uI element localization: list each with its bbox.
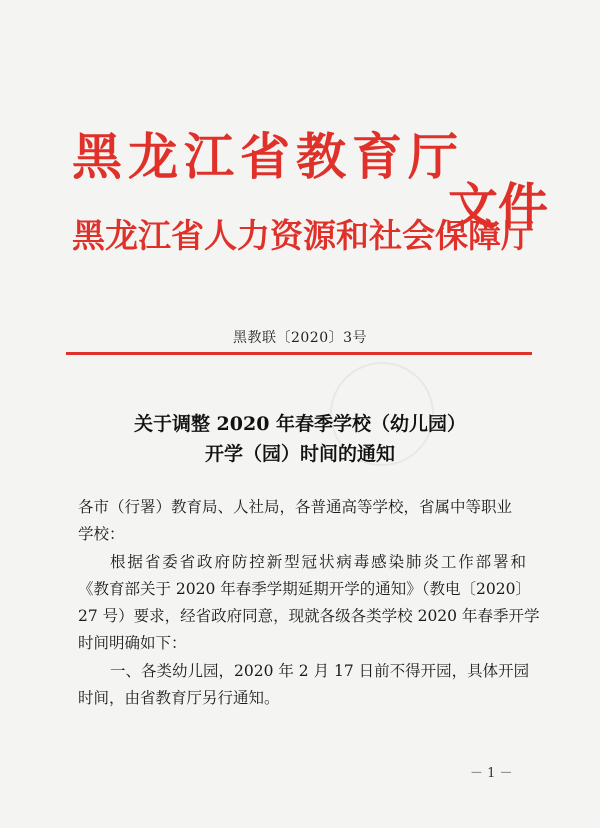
issuing-org-education: 黑龙江省教育厅 <box>72 127 464 186</box>
paragraph1-line3: 27 号）要求，经省政府同意，现就各级各类学校 2020 年春季开学 <box>78 607 540 625</box>
notice-title-line2: 开学（园）时间的通知 <box>204 443 395 465</box>
document-number: 黑教联〔2020〕3号 <box>232 330 368 346</box>
addressee-line2: 学校： <box>78 525 125 543</box>
notice-title-line1: 关于调整 2020 年春季学校（幼儿园） <box>133 413 467 435</box>
paragraph1-line1: 根据省委省政府防控新型冠状病毒感染肺炎工作部署和 <box>110 553 526 571</box>
paragraph1-line4: 时间明确如下： <box>78 634 187 652</box>
red-divider-line <box>66 352 532 355</box>
addressee-line1: 各市（行署）教育局、人社局，各普通高等学校，省属中等职业 <box>78 498 513 516</box>
issuing-org-hr: 黑龙江省人力资源和社会保障厅 <box>72 216 534 255</box>
page-number: － 1 － <box>470 766 513 781</box>
paragraph1-line2: 《教育部关于 2020 年春季学期延期开学的通知》（教电〔2020〕 <box>78 580 531 598</box>
document-type-label: 文件 <box>448 177 548 236</box>
paragraph2-line2: 时间，由省教育厅另行通知。 <box>78 689 280 707</box>
paragraph2-line1: 一、各类幼儿园，2020 年 2 月 17 日前不得开园，具体开园 <box>110 662 530 680</box>
